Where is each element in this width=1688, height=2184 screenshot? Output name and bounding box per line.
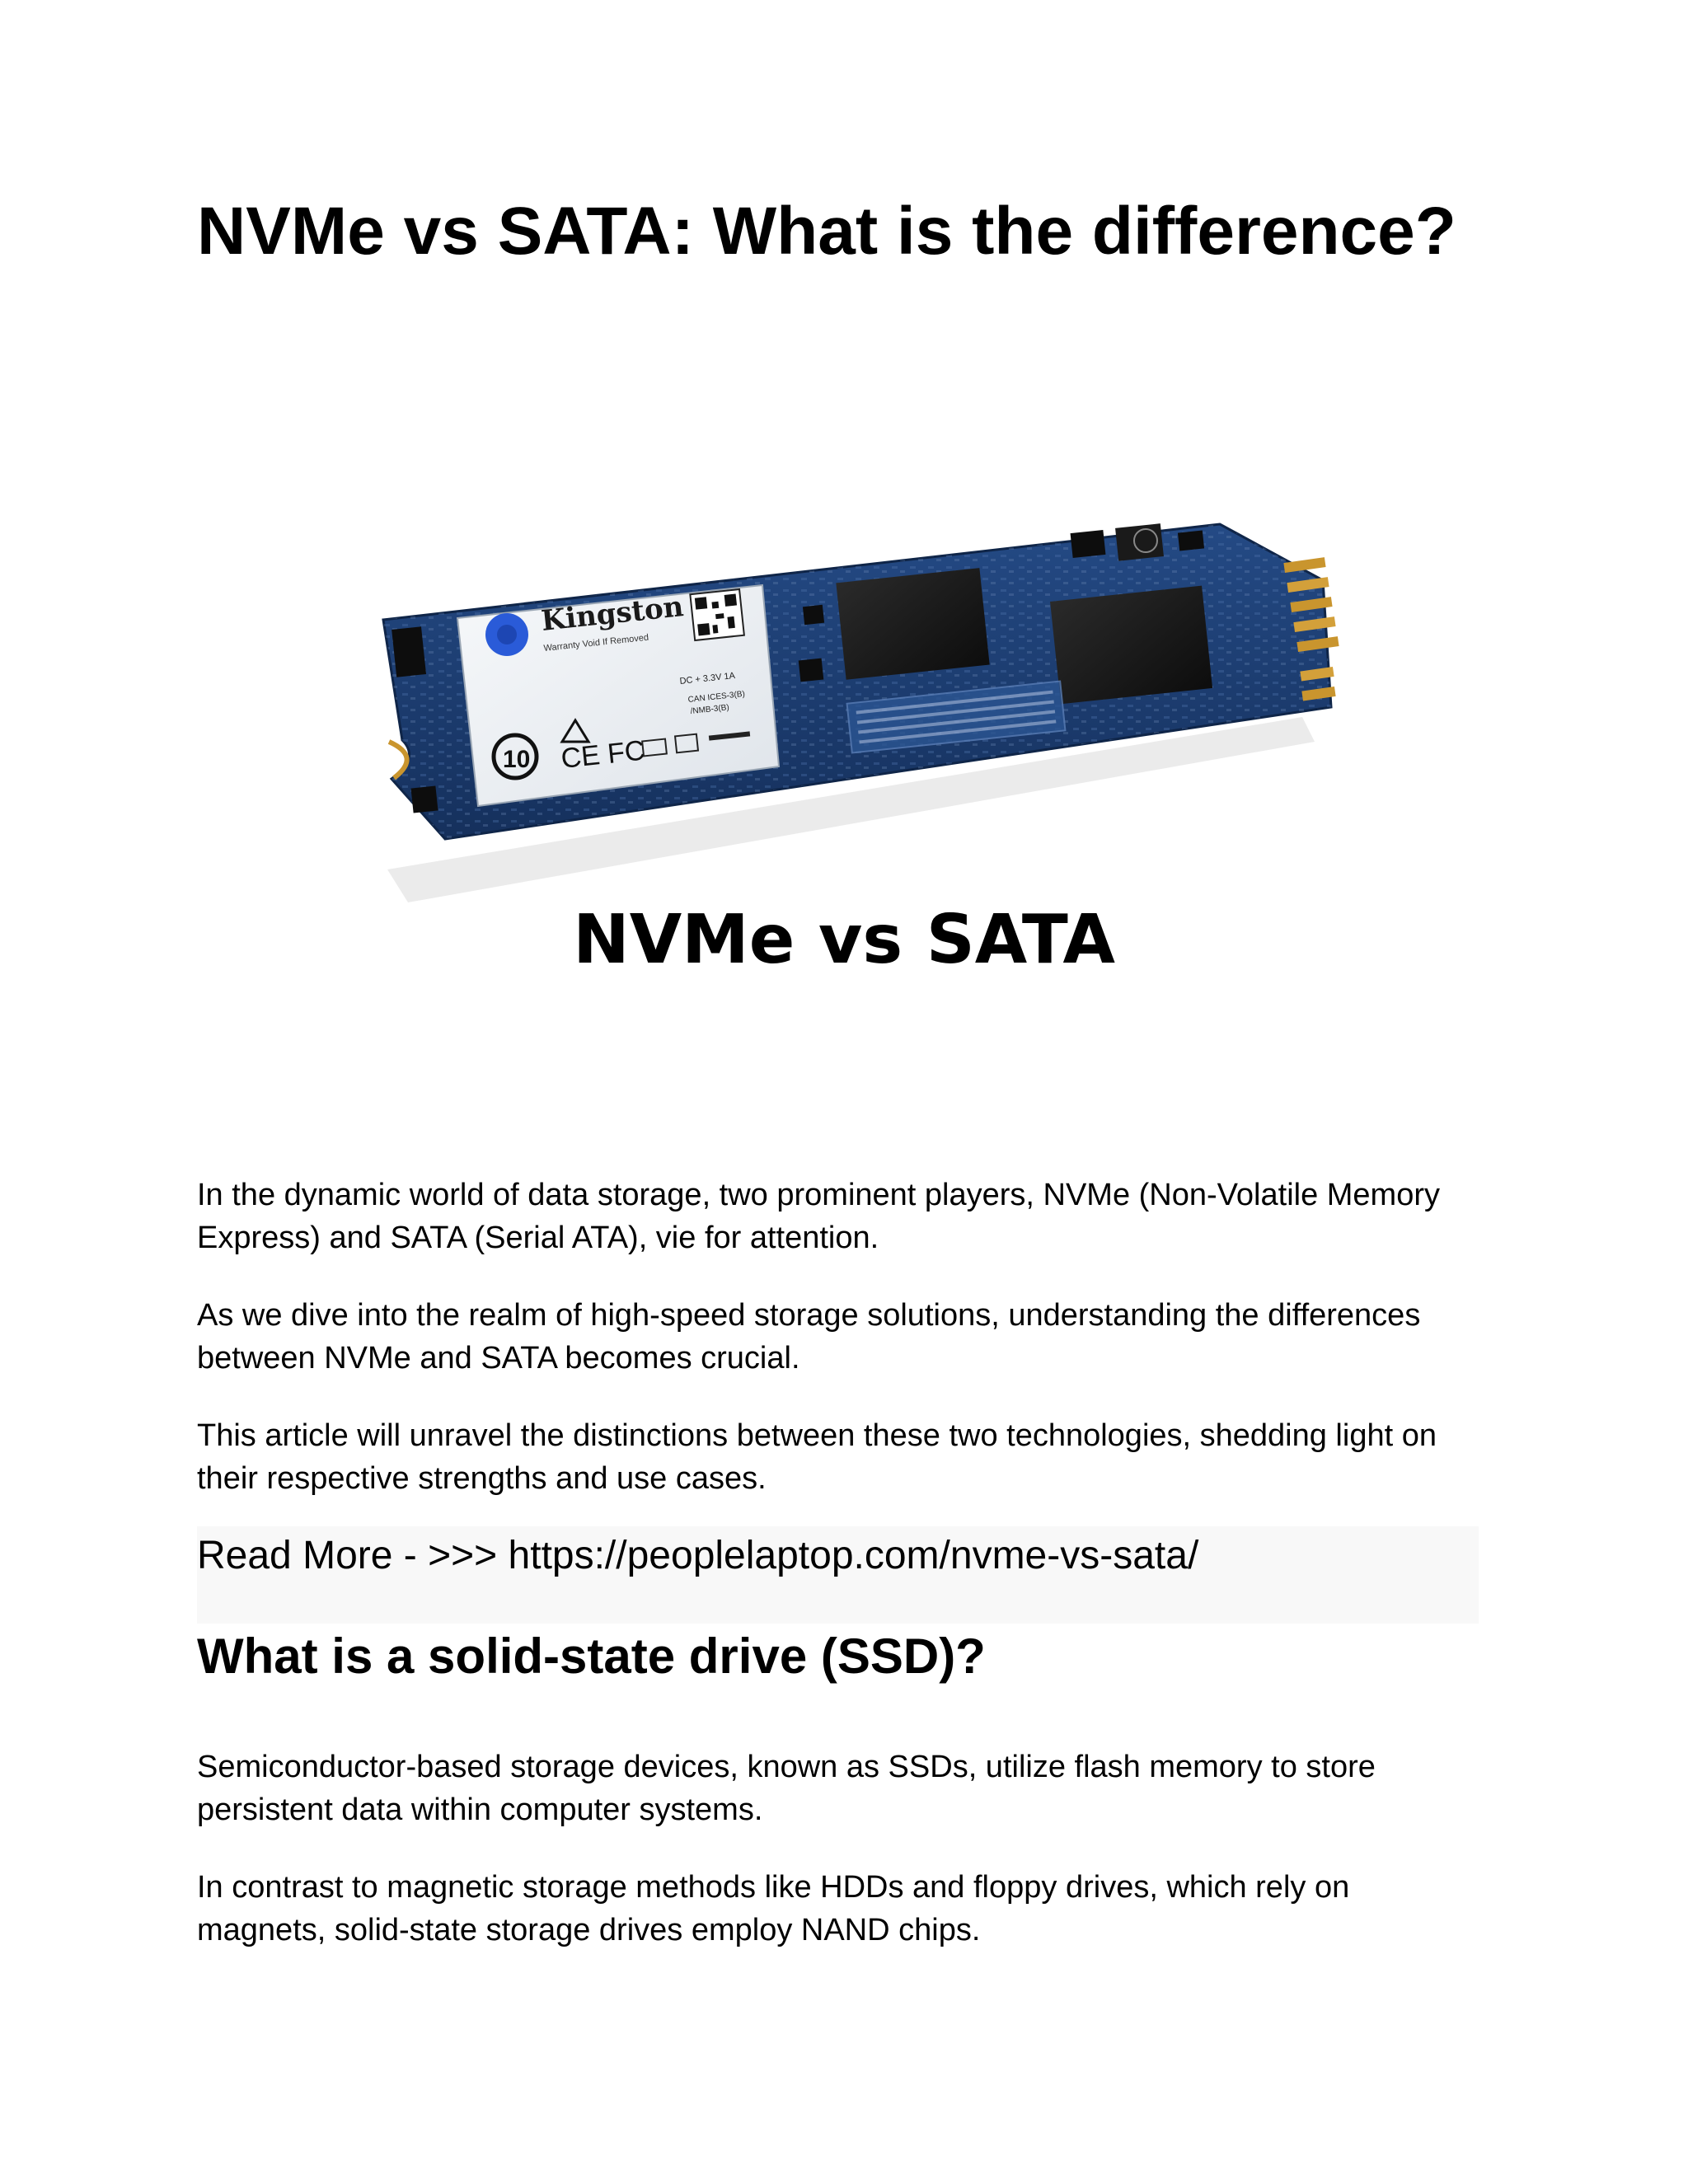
intro-paragraph: As we dive into the realm of high-speed storage solutions, understanding the differences between NVMe and SATA becomes crucial.	[197, 1298, 1421, 1376]
component-chip	[392, 626, 426, 677]
read-more-block	[197, 1526, 1479, 1624]
nand-chip	[836, 568, 989, 680]
nand-chip	[1050, 586, 1212, 705]
label-can-text: CAN ICES-3(B)	[687, 689, 746, 705]
component-chip	[1178, 530, 1204, 551]
intro-paragraph: In the dynamic world of data storage, two prominent players, NVMe (Non-Volatile Memory Express) and SATA (Serial ATA), vie for attention.	[197, 1178, 1440, 1255]
hero-caption: NVMe vs SATA	[573, 901, 1115, 979]
read-more-link[interactable]: https://peoplelaptop.com/nvme-vs-sata/	[508, 1534, 1199, 1577]
product-label	[457, 585, 779, 806]
label-nmb-text: /NMB-3(B)	[690, 703, 730, 716]
page-title: NVMe vs SATA: What is the difference?	[197, 194, 1456, 269]
component-chip	[803, 605, 824, 625]
label-brand-text: Kingston	[539, 590, 686, 638]
label-marks-text: CE FC	[559, 734, 647, 775]
section-paragraph: Semiconductor-based storage devices, known as SSDs, utilize flash memory to store persistent data within computer systems.	[197, 1750, 1376, 1827]
section-paragraph: In contrast to magnetic storage methods like HDDs and floppy drives, which rely on magnets, solid-state storage drives employ NAND chips.	[197, 1870, 1350, 1947]
section-heading: What is a solid-state drive (SSD)?	[197, 1629, 986, 1684]
component-chip	[411, 786, 438, 813]
read-more-line	[197, 1531, 1198, 1581]
component-chip	[799, 658, 824, 682]
label-power-text: DC + 3.3V 1A	[679, 670, 736, 687]
qr-code-icon	[690, 589, 744, 640]
label-warranty-text: Warranty Void If Removed	[543, 632, 649, 654]
intro-paragraph: This article will unravel the distinctions between these two technologies, shedding light on their respective strengths and use cases.	[197, 1418, 1437, 1496]
svg-text:10: 10	[503, 746, 531, 773]
component-chip	[1071, 530, 1106, 558]
read-more-prefix: Read More - >>>	[197, 1534, 509, 1577]
